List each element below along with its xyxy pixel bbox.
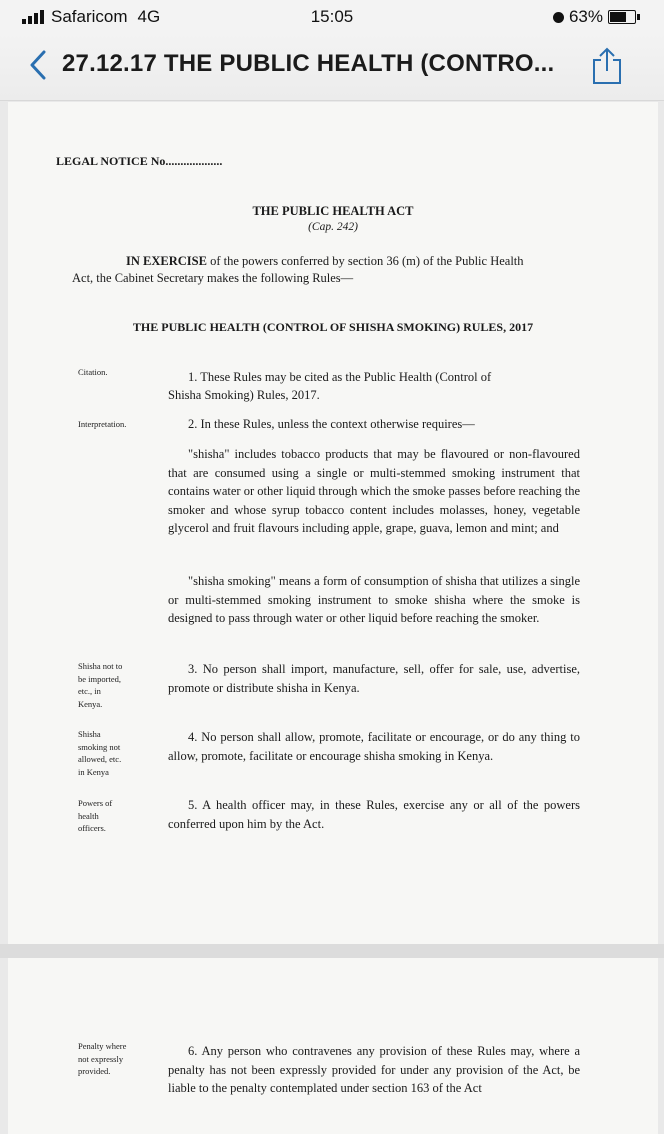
definition-shisha: "shisha" includes tobacco products that may be flavoured or non-flavoured that are consumed using a single or multi-stemmed smoking instrument that contains water or other liquid through which the smoke passes before reaching the smoker and whose syrup tobacco content includes molasses, honey, vegetable glycerol and fruit flavours including apple, grape, guava, lemon and mint; and [168,447,580,535]
margin-rule-3-line: Shisha not to [78,661,123,671]
preamble-line-1 [126,252,524,271]
definition-shisha-smoking: "shisha smoking" means a form of consumption of shisha that utilizes a single or multi-stemmed smoking instrument to smoke shisha where the smoke is designed to pass through water or other liquid before reaching the smoker. [168,574,580,625]
margin-rule-5-line: Powers of [78,798,113,808]
rules-title: THE PUBLIC HEALTH (CONTROL OF SHISHA SMOKING) RULES, 2017 [132,320,534,334]
margin-rule-5-line: health [78,810,99,821]
battery-icon [608,10,636,24]
back-chevron-icon[interactable] [30,50,46,80]
share-icon[interactable] [590,47,624,85]
document-page-2[interactable] [8,958,658,1134]
navigation-bar [0,34,664,101]
preamble-lead: IN EXERCISE [126,254,207,268]
margin-citation: Citation. [78,367,108,377]
rule-2: 2. In these Rules, unless the context otherwise requires— [188,417,475,431]
rule-1-line-2: Shisha Smoking) Rules, 2017. [168,388,320,402]
rule-5: 5. A health officer may, in these Rules, exercise any or all of the powers conferred upon him by the Act. [168,798,580,831]
margin-rule-5-line: officers. [78,823,106,833]
page-separator [0,944,664,958]
clock: 15:05 [310,7,354,26]
margin-interpretation: Interpretation. [78,419,127,429]
carrier-name: Safaricom [51,7,128,26]
margin-rule-4-line: Shisha [78,729,101,739]
act-cap: (Cap. 242) [308,221,358,233]
preamble-text-1: of the powers conferred by section 36 (m) of the Public Health [206,254,524,268]
rule-6: 6. Any person who contravenes any provision of these Rules may, where a penalty has not been expressly provided for under any provision of the Act, be liable to the penalty contemplated under section 163 of the Act [168,1044,580,1095]
margin-rule-6-line: Penalty where [78,1041,127,1051]
battery-percent: 63% [568,7,603,26]
preamble-line-2: Act, the Cabinet Secretary makes the following Rules— [72,271,354,285]
act-title: THE PUBLIC HEALTH ACT [252,204,414,218]
status-right [553,7,636,27]
margin-rule-4 [78,728,121,778]
margin-rule-6-line: provided. [78,1066,111,1076]
rule-3: 3. No person shall import, manufacture, sell, offer for sale, use, advertise, promote or distribute shisha in Kenya. [168,662,580,695]
rule-1-line-1: 1. These Rules may be cited as the Public Health (Control of [188,370,492,384]
margin-rule-3-line: Kenya. [78,698,103,709]
rule-4: 4. No person shall allow, promote, facilitate or encourage, or do any thing to allow, promote, facilitate or encourage shisha smoking in Kenya. [168,730,580,763]
margin-rule-3 [78,660,122,710]
margin-rule-6-line: not expressly [78,1053,124,1064]
margin-rule-4-line: smoking not [78,741,121,752]
margin-rule-6 [78,1040,126,1078]
document-page-1[interactable] [8,102,658,944]
alarm-icon [553,12,564,23]
document-title: 27.12.17 THE PUBLIC HEALTH (CONTRO... [62,50,555,77]
status-bar [0,0,664,34]
margin-rule-4-line: in Kenya [78,766,109,777]
margin-rule-4-line: allowed, etc. [78,754,122,764]
network-type: 4G [137,7,161,26]
margin-rule-5 [78,797,112,835]
legal-notice: LEGAL NOTICE No................... [56,154,223,168]
margin-rule-3-line: etc., in [78,686,101,696]
margin-rule-3-line: be imported, [78,673,121,684]
